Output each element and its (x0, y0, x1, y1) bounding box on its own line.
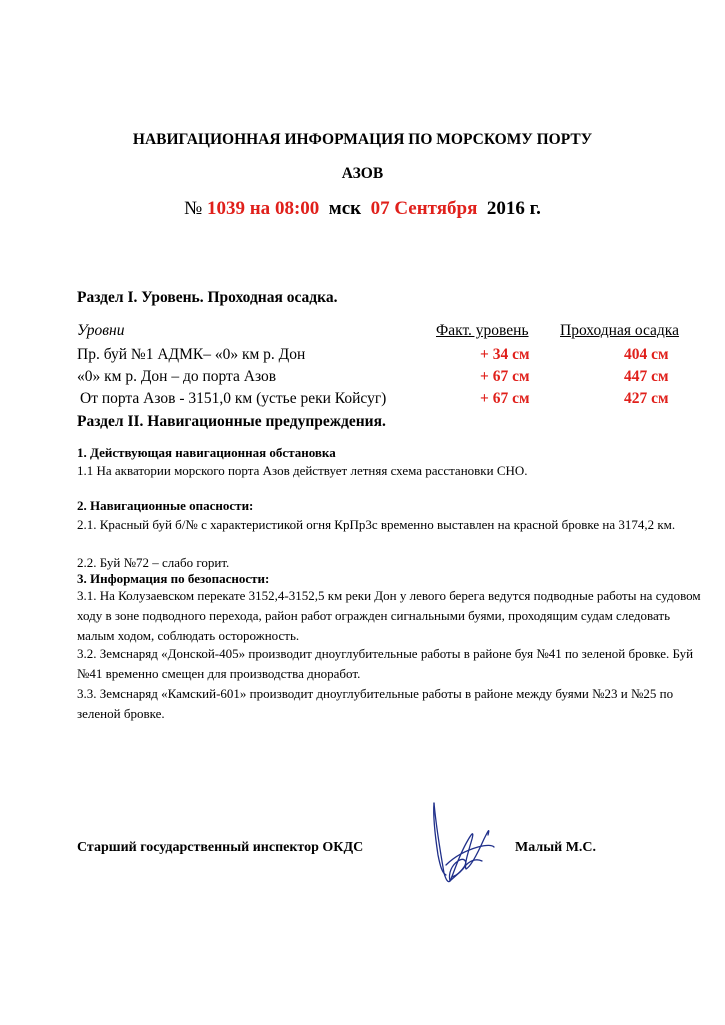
table-row-name: Пр. буй №1 АДМК– «0» км р. Дон (77, 346, 306, 363)
table-row-name: От порта Азов - 3151,0 км (устье реки Койсуг) (80, 390, 387, 407)
table-row-fact: + 34 см (480, 346, 530, 363)
subsection-1-heading: 1. Действующая навигационная обстановка (77, 445, 336, 460)
col-fact: Факт. уровень (436, 322, 529, 339)
signer-position: Старший государственный инспектор ОКДС (77, 840, 364, 855)
col-levels: Уровни (77, 322, 125, 339)
paragraph-3-3: 3.3. Земснаряд «Камский-601» производит дноуглубительные работы в районе между буями №23 и №25 по зеленой бровке. (77, 686, 674, 721)
table-row-draft: 427 см (624, 390, 669, 407)
title-line-1: НАВИГАЦИОННАЯ ИНФОРМАЦИЯ ПО МОРСКОМУ ПОРТУ (132, 131, 593, 148)
issue-time: 08:00 (274, 198, 320, 219)
table-row-draft: 447 см (624, 368, 669, 385)
signer-name: Малый М.С. (515, 840, 597, 855)
subsection-2-heading: 2. Навигационные опасности: (77, 498, 254, 513)
paragraph-3-2: 3.2. Земснаряд «Донской-405» производит дноуглубительные работы в районе буя №41 по зеленой бровке. Буй №41 временно смещен для производства дноработ. (77, 646, 694, 681)
number-sign: № (184, 198, 203, 219)
subsection-3-heading: 3. Информация по безопасности: (77, 571, 270, 586)
table-row-fact: + 67 см (480, 390, 530, 407)
paragraph-3-1: 3.1. На Колузаевском перекате 3152,4-3152,5 км реки Дон у левого берега ведутся подводные работы на судовом ходу в зоне подводного перехода, район работ огражден сигнальными буями, проходящим судам следовать малым ходом, соблюдать осторожность. (77, 588, 701, 643)
table-row-draft: 404 см (624, 346, 669, 363)
issue-line (0, 198, 725, 220)
section-1-heading: Раздел I. Уровень. Проходная осадка. (77, 289, 338, 306)
paragraph-2-2: 2.2. Буй №72 – слабо горит. (77, 555, 230, 570)
table-row-fact: + 67 см (480, 368, 530, 385)
issue-year: 2016 г. (486, 198, 541, 219)
issue-date: 07 Сентября (370, 198, 478, 219)
handwritten-signature (428, 795, 508, 895)
col-draft: Проходная осадка (560, 322, 679, 339)
issue-on: на (249, 198, 271, 219)
page-title (0, 131, 725, 149)
paragraph-2-1: 2.1. Красный буй б/№ с характеристикой огня КрПр3с временно выставлен на красной бровке на 3174,2 км. (77, 517, 676, 532)
issue-msk: мск (328, 198, 362, 219)
title-line-2: АЗОВ (341, 165, 384, 182)
port-name (0, 165, 725, 183)
paragraph-1-1: 1.1 На акватории морского порта Азов действует летняя схема расстановки СНО. (77, 463, 528, 478)
issue-number: 1039 (206, 198, 245, 219)
section-2-heading: Раздел II. Навигационные предупреждения. (77, 413, 386, 430)
table-row-name: «0» км р. Дон – до порта Азов (77, 368, 277, 385)
